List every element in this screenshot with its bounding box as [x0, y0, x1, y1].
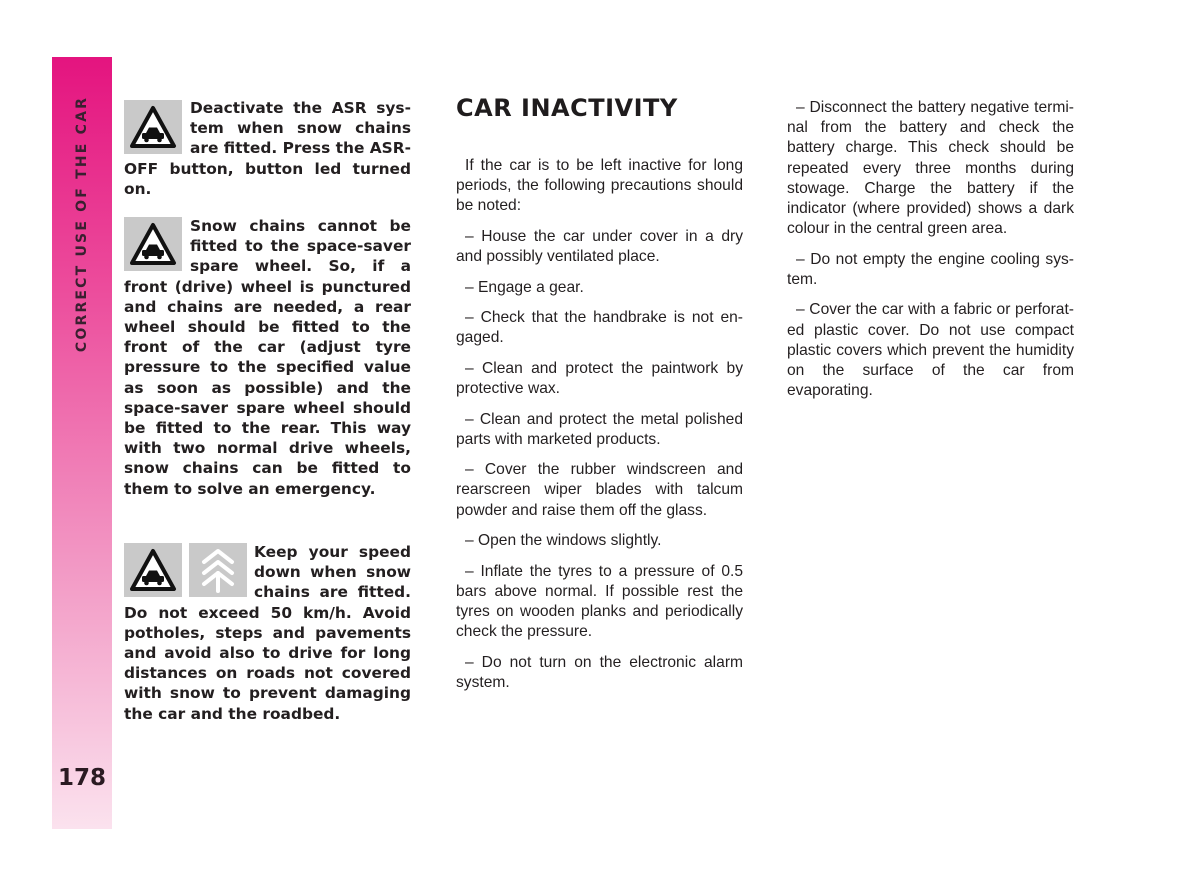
section-tab: [53, 95, 111, 353]
text-column-middle: [456, 156, 743, 703]
list-item: – Disconnect the battery negative terminal from the battery and check the battery charge. This check should be repeated every three months during stowage. Charge the battery if the indicator (where provided) shows a dark colour in the central green area.: [787, 99, 1074, 238]
warning-note-asr: Deactivate the ASR system when snow chains are fitted. Press the ASR-OFF button, button led turned on.: [124, 99, 411, 198]
list-item: – Clean and protect the metal polished parts with marketed products.: [456, 410, 743, 448]
list-item: – Cover the car with a fabric or perforated plastic cover. Do not use compact plastic covers which prevent the humidity on the surface of the car from evaporating.: [787, 301, 1074, 400]
list-item: – Open the windows slightly.: [465, 532, 662, 550]
warning-note-spare-wheel: Snow chains cannot be fitted to the space-saver spare wheel. So, if a front (drive) wheel is punctured and chains are needed, a rear wheel should be fitted to the front of the car (adjust tyre pressure to the specified value as soon as possible) and the space-saver spare wheel should be fitted to the rear. This way with two normal drive wheels, snow chains can be fitted to them to solve an emergency.: [124, 217, 411, 498]
text-column-right: [787, 98, 1074, 412]
section-heading: CAR INACTIVITY: [456, 94, 678, 122]
list-item: – Do not turn on the electronic alarm system.: [456, 653, 743, 691]
page-number: 178: [57, 765, 106, 791]
section-tab-label: CORRECT USE OF THE CAR: [74, 95, 91, 353]
list-item: – Engage a gear.: [465, 278, 584, 296]
list-item: – Do not empty the engine cooling system.: [787, 250, 1074, 288]
list-item: – Cover the rubber windscreen and rearscreen wiper blades with talcum powder and raise them off the glass.: [456, 461, 743, 519]
list-item: – Check that the handbrake is not engaged.: [456, 309, 743, 347]
intro-paragraph: If the car is to be left inactive for long periods, the following precautions should be noted:: [456, 157, 743, 215]
warning-note-speed: Keep your speed down when snow chains are fitted. Do not exceed 50 km/h. Avoid potholes, steps and pavements and avoid also to drive for long distances on roads not covered with snow to prevent damaging the car and the roadbed.: [124, 543, 411, 723]
list-item: – Inflate the tyres to a pressure of 0.5 bars above normal. If possible rest the tyres on wooden planks and periodically check the pressure.: [456, 562, 743, 641]
list-item: – House the car under cover in a dry and possibly ventilated place.: [456, 227, 743, 266]
list-item: – Clean and protect the paintwork by protective wax.: [456, 359, 743, 398]
